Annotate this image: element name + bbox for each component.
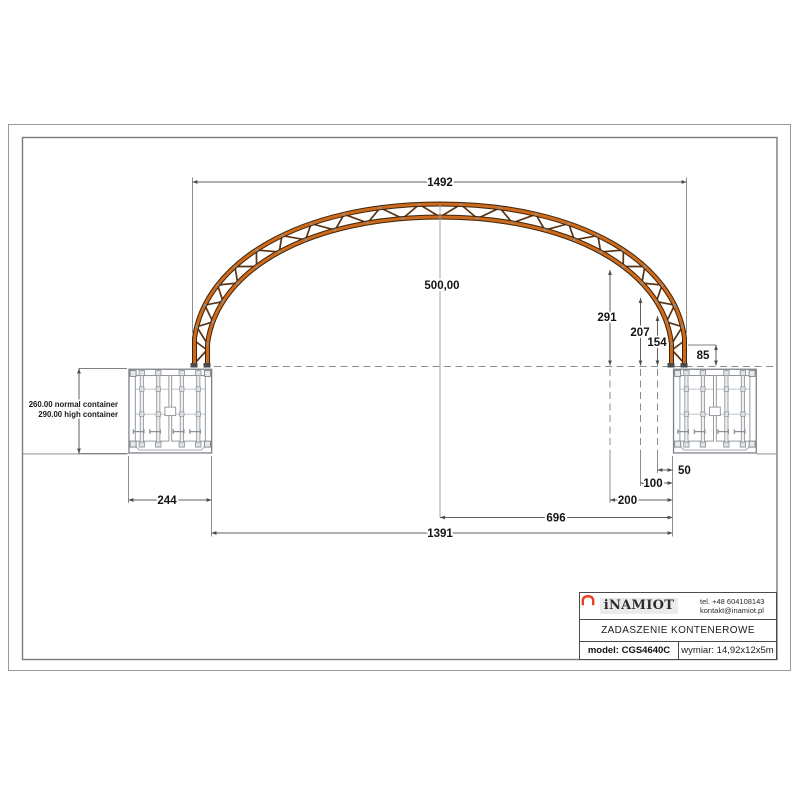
dim-200: 200 xyxy=(617,495,638,507)
title-block-bottom-row xyxy=(580,641,776,659)
title-block xyxy=(579,592,777,660)
dim-100: 100 xyxy=(643,478,663,490)
contact-info xyxy=(698,597,776,616)
model-label: model: CGS4640C xyxy=(587,644,671,656)
size-label: wymiar: 14,92x12x5m xyxy=(678,642,776,659)
dim-85: 85 xyxy=(696,350,710,362)
container-note-line1: 260.00 normal container xyxy=(28,400,118,409)
dim-154: 154 xyxy=(647,337,667,349)
dim-696: 696 xyxy=(546,512,566,525)
brand-logo xyxy=(580,598,698,614)
dim-207: 207 xyxy=(630,327,650,339)
dim-1492: 1492 xyxy=(427,177,453,189)
brand-name: iNAMIOT xyxy=(603,598,675,613)
logo-background xyxy=(600,598,678,614)
dim-50: 50 xyxy=(678,465,691,477)
dim-291: 291 xyxy=(597,312,617,324)
arch-icon xyxy=(580,593,596,607)
left-container xyxy=(129,369,212,453)
dim-244: 244 xyxy=(157,495,177,507)
dimension-graphics xyxy=(79,178,716,537)
container-note-line2: 290.00 high container xyxy=(38,410,118,419)
phone: tel. +48 604108143 xyxy=(700,596,765,606)
email: kontakt@inamiot.pl xyxy=(700,606,764,615)
dim-500: 500,00 xyxy=(424,280,460,292)
product-title: ZADASZENIE KONTENEROWE xyxy=(580,619,776,641)
title-block-header-row xyxy=(580,593,776,619)
dim-1391: 1391 xyxy=(427,528,453,540)
right-container xyxy=(674,369,757,453)
